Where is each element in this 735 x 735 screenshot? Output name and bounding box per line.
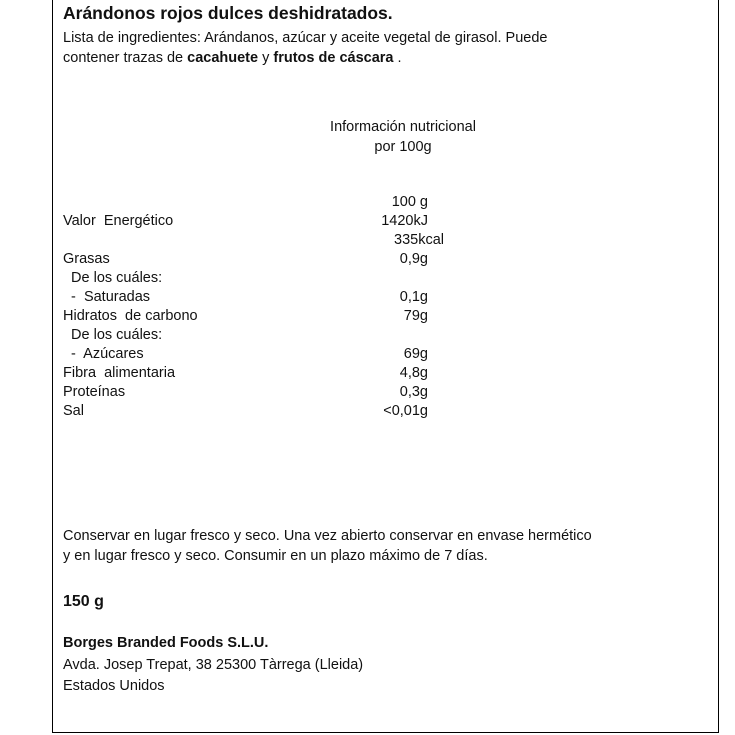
nutrient-label: Proteínas <box>63 384 126 400</box>
nutrient-label: Valor Energético <box>63 213 174 229</box>
product-title: Arándonos rojos dulces deshidratados. <box>63 3 393 23</box>
nutrient-label: De los cuáles: <box>63 270 163 286</box>
nutrient-label: Sal <box>63 403 84 419</box>
company-name: Borges Branded Foods S.L.U. <box>63 635 269 651</box>
nutrient-label: - Saturadas <box>63 289 151 305</box>
nutrient-value: 335kcal <box>394 232 444 248</box>
nutrient-value: 79g <box>403 308 428 324</box>
ingredients-line-1: Lista de ingredientes: Arándanos, azúcar y aceite vegetal de girasol. Puede <box>63 30 548 46</box>
nutrient-value: 0,1g <box>399 289 428 305</box>
storage-line-2: y en lugar fresco y seco. Consumir en un plazo máximo de 7 días. <box>63 548 488 564</box>
nutrient-label: Fibra alimentaria <box>63 365 176 381</box>
nutrient-value: 69g <box>403 346 428 362</box>
nutrition-column-header: 100 g <box>391 194 428 210</box>
nutrient-label: Grasas <box>63 251 110 267</box>
ingredients-line-2 <box>63 48 402 68</box>
nutrient-value: 1420kJ <box>381 213 428 229</box>
allergen-nuts: frutos de cáscara <box>273 50 394 66</box>
company-country: Estados Unidos <box>63 678 165 694</box>
net-weight: 150 g <box>63 593 104 610</box>
nutrient-label: Hidratos de carbono <box>63 308 198 324</box>
nutrient-value: 0,3g <box>399 384 428 400</box>
ingredients-prefix: contener trazas de <box>63 50 188 66</box>
nutrition-subheader: por 100g <box>374 139 432 155</box>
ingredients-end: . <box>393 50 402 66</box>
company-address: Avda. Josep Trepat, 38 25300 Tàrrega (Lleida) <box>63 657 364 673</box>
allergen-peanut: cacahuete <box>187 50 259 66</box>
nutrient-label: - Azúcares <box>63 346 144 362</box>
ingredients-and: y <box>258 50 274 66</box>
nutrient-value: 4,8g <box>399 365 428 381</box>
nutrient-label: De los cuáles: <box>63 327 163 343</box>
storage-line-1: Conservar en lugar fresco y seco. Una vez abierto conservar en envase hermético <box>63 528 592 544</box>
nutrition-header: Información nutricional <box>330 119 476 135</box>
nutrient-value: <0,01g <box>383 403 428 419</box>
nutrient-value: 0,9g <box>399 251 428 267</box>
